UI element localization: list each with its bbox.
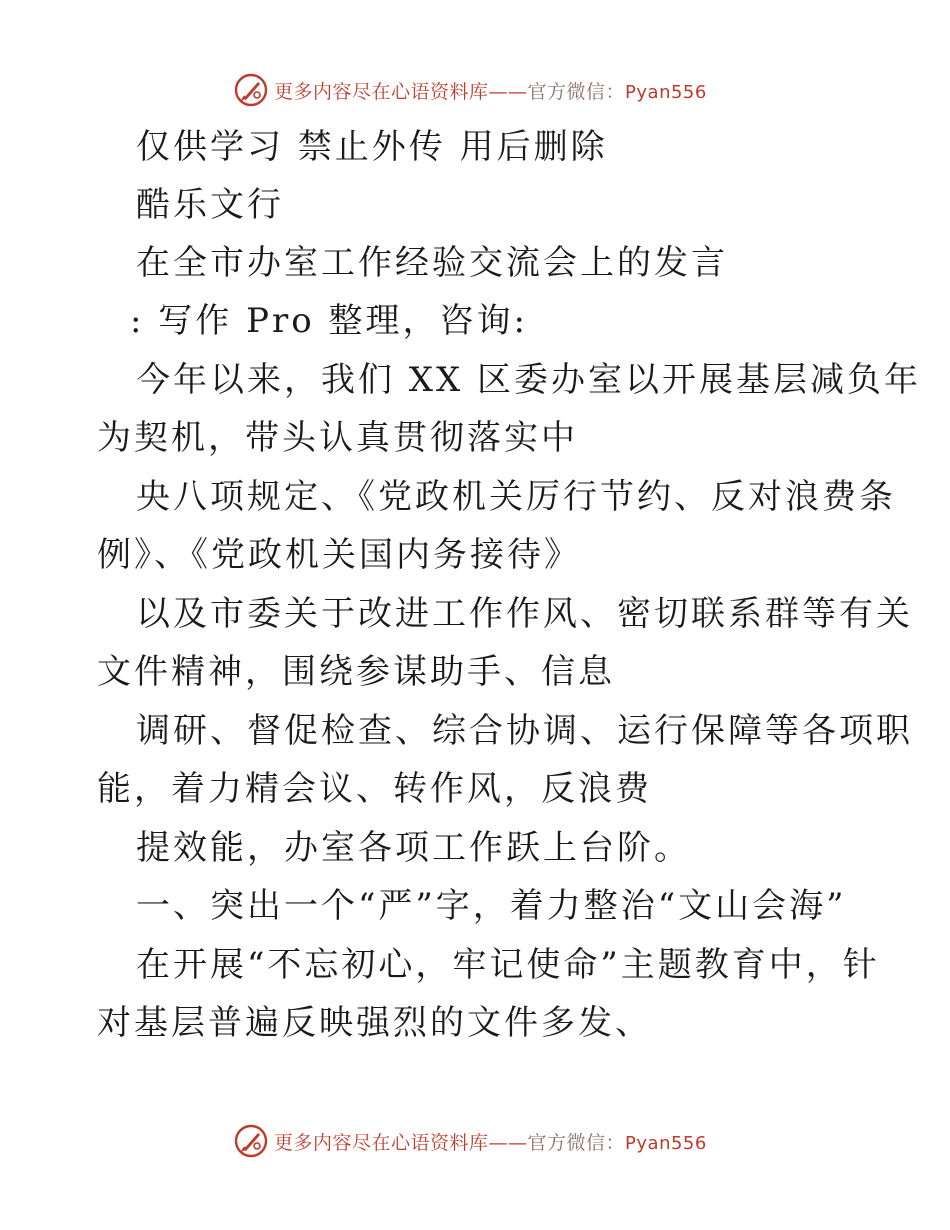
header-banner xyxy=(234,73,734,107)
header-wechat-id: Pyan556 xyxy=(625,81,707,103)
footer-wechat-id: Pyan556 xyxy=(625,1132,707,1154)
footer-brand: 更多内容尽在心语资料库 xyxy=(274,1131,489,1154)
header-separator: —— xyxy=(488,80,528,103)
text-line: 在全市办室工作经验交流会上的发言 xyxy=(136,243,728,283)
header-wechat-label: 官方微信： xyxy=(527,80,626,103)
text-line: 以及市委关于改进工作作风、密切联系群等有关 xyxy=(136,594,913,634)
text-line: 酷乐文行 xyxy=(136,185,284,225)
text-line: 调研、督促检查、综合协调、运行保障等各项职 xyxy=(136,711,913,751)
text-line: 仅供学习 禁止外传 用后删除 xyxy=(136,127,608,167)
footer-separator: —— xyxy=(488,1131,528,1154)
header-brand: 更多内容尽在心语资料库 xyxy=(274,80,489,103)
text-line: 例》、《党政机关国内务接待》 xyxy=(97,535,581,575)
text-line: 文件精神，围绕参谋助手、信息 xyxy=(97,652,615,692)
text-line: 今年以来，我们 XX 区委办室以开展基层减负年 xyxy=(136,360,922,400)
quill-logo-icon xyxy=(234,1124,268,1158)
footer-wechat-label: 官方微信： xyxy=(527,1131,626,1154)
text-line: 央八项规定、《党政机关厉行节约、反对浪费条 xyxy=(136,477,896,517)
header-banner-text xyxy=(274,77,707,104)
text-line: 对基层普遍反映强烈的文件多发、 xyxy=(97,1003,652,1043)
text-line: 为契机，带头认真贯彻落实中 xyxy=(97,418,578,458)
footer-banner-text xyxy=(274,1128,707,1155)
text-line: 能，着力精会议、转作风，反浪费 xyxy=(97,769,652,809)
quill-logo-icon xyxy=(234,73,268,107)
footer-banner xyxy=(234,1124,734,1158)
text-line: 提效能，办室各项工作跃上台阶。 xyxy=(136,828,691,868)
text-line: : 写作 Pro 整理，咨询: xyxy=(130,301,528,341)
text-line: 一、突出一个“严”字，着力整治“文山会海” xyxy=(136,886,847,926)
text-line: 在开展“不忘初心，牢记使命”主题教育中，针 xyxy=(136,945,880,985)
